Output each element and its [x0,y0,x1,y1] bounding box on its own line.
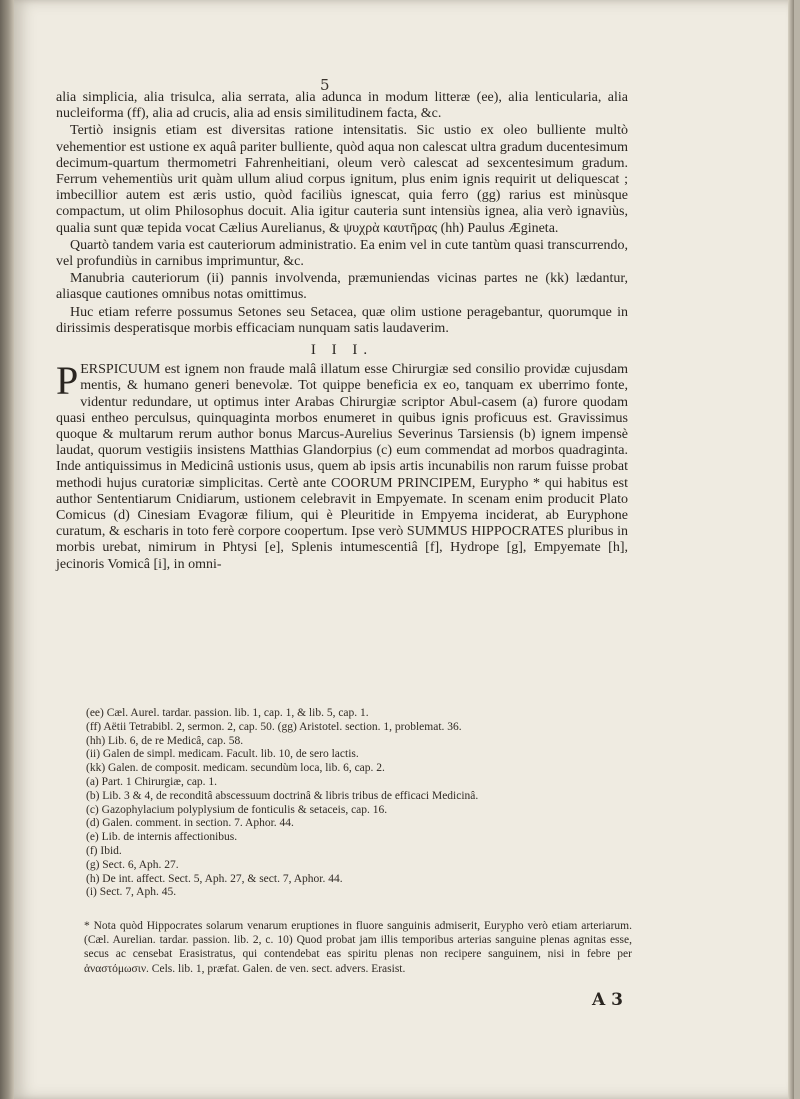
paragraph-6 [56,358,628,573]
footnote-star: * Nota quòd Hippocrates solarum venarum eruptiones in fluore sanguinis admiserit, Eurypho verò etiam arteriarum. (Cæl. Aurelian. tardar. passion. lib. 2, c. 10) Quod probat jam illis temporibus arterias sanguine plenas agnitas esse, secus ac censebat Erasistratus, qui contendebat eas spiritu plenas non recipere sanguinem, nisi in febre per ἀναστόμωσιν. Cels. lib. 1, præfat. Galen. de ven. sect. advers. Erasist. [84,920,632,975]
footnote-g: (g) Sect. 6, Aph. 27. [86,858,179,871]
footnotes [86,707,634,900]
footnote-a: (a) Part. 1 Chirurgiæ, cap. 1. [86,775,218,788]
book-spine [0,0,14,1099]
footnote-b: (b) Lib. 3 & 4, de reconditâ abscessuum doctrinâ & libris tribus de efficaci Medicinâ. [86,789,479,802]
paragraph-6-text: ERSPICUUM est ignem non fraude malâ illatum esse Chirurgiæ sed consilio providæ cujusdam mentis, & humano generi benevolæ. Tot quippe beneficia ex eo, tanquam ex uberrimo fonte, videntur redundare, ut optimus inter Arabas Chirurgiæ scriptor Abul-casem (a) furore quodam quasi entheo perculsus, quinquaginta morbos enumeret in quibus ignis proficuus est. Gravissimus quoque & multarum rerum author bonus Marcus-Aurelius Severinus Tarsiensis (b) ignem impensè laudat, quorum vestigiis insistens Matthias Glandorpius (c) eum commendat ad morbos quadraginta. Inde antiquissimus in Medicinâ ustionis usus, quem ab ipsis artis incunabilis non rarum fuisse probat methodi hujus curatoriæ simplicitas. Certè ante COORUM PRINCIPEM, Eurypho * qui habitus est author Sententiarum Cnidiarum, ustionem celebravit in Empyemate. In scenam enim producit Plato Comicus (d) Cinesiam Evagoræ filium, qui è Pleuritide in Empyema inciderat, ab Euryphone curatum, & escharis in toto ferè corpore coopertum. Ipse verò SUMMUS HIPPOCRATES pluribus in morbis urebat, nimirum in Phtysi [e], Splenis intumescentiâ [f], Hydrope [g], Empyemate [h], jecinoris Vomicâ [i], in omni- [56,362,628,572]
page-edge [788,0,794,1099]
page-number: 5 [320,76,330,94]
footnote-kk: (kk) Galen. de composit. medicam. secundùm loca, lib. 6, cap. 2. [86,762,385,775]
paragraph-2: Tertiò insignis etiam est diversitas ratione intensitatis. Sic ustio ex oleo bulliente multò vehementior est ustione ex aquâ pariter bulliente, quòd aqua non calescat ultra gradum ducentesimum decimum-quartum thermometri Fahrenheitiani, oleum verò calescat ad sexcentesimum gradum. Ferrum vehementiùs urit quàm ullum aliud corpus ignitum, plus enim ignis requirit ut deliquescat ; imbecillior autem est æris ustio, quòd faciliùs ignescat, quia ferro (gg) rarius est minùsque compactum, ut olim Philosophus docuit. Alia igitur cauteria sunt intensiùs ignea, alia verò ignaviùs, qualia sunt quæ tepida vocat Cælius Aurelianus, & ψυχρὰ καυτῆρας (hh) Paulus Ægineta. [56,123,628,236]
drop-cap: P [56,358,79,404]
footnote-hh: (hh) Lib. 6, de re Medicâ, cap. 58. [86,734,244,747]
footnote-d: (d) Galen. comment. in section. 7. Aphor. 44. [86,817,294,830]
footnote-c: (c) Gazophylacium polyplysium de fonticulis & setaceis, cap. 16. [86,803,388,816]
paragraph-3: Quartò tandem varia est cauteriorum administratio. Ea enim vel in cute tantùm quasi transcurrendo, vel profundiùs in carnibus imprimuntur, &c. [56,237,628,270]
footnote-i: (i) Sect. 7, Aph. 45. [86,886,177,899]
paragraph-5: Huc etiam referre possumus Setones seu Setacea, quæ olim ustione peragebantur, quorumque in dirissimis desperatisque morbis efficaciam nunquam satis laudaverim. [56,304,628,336]
footnote-ee: (ee) Cæl. Aurel. tardar. passion. lib. 1, cap. 1, & lib. 5, cap. 1. [86,707,369,719]
footnote-f: (f) Ibid. [86,844,122,857]
footnote-ff-gg: (ff) Aëtii Tetrabibl. 2, sermon. 2, cap. 50. (gg) Aristotel. section. 1, problemat. 36. [86,720,462,733]
paragraph-1: alia simplicia, alia trisulca, alia serrata, alia adunca in modum litteræ (ee), alia lenticularia, alia nucleiforma (ff), alia ad crucis, alia ad ensis similitudinem facta, &c. [56,90,628,122]
footnote-ii: (ii) Galen de simpl. medicam. Facult. lib. 10, de sero lactis. [86,748,359,761]
main-text [56,90,628,574]
footnote-e: (e) Lib. de internis affectionibus. [86,831,238,844]
paragraph-4: Manubria cauteriorum (ii) pannis involvenda, præmuniendas vicinas partes ne (kk) lædantur, aliasque cautiones omnibus notas omittimus. [56,271,628,303]
section-heading: I I I. [310,342,374,359]
footnote-h: (h) De int. affect. Sect. 5, Aph. 27, & sect. 7, Aphor. 44. [86,872,343,885]
signature-mark: A 3 [592,990,623,1010]
